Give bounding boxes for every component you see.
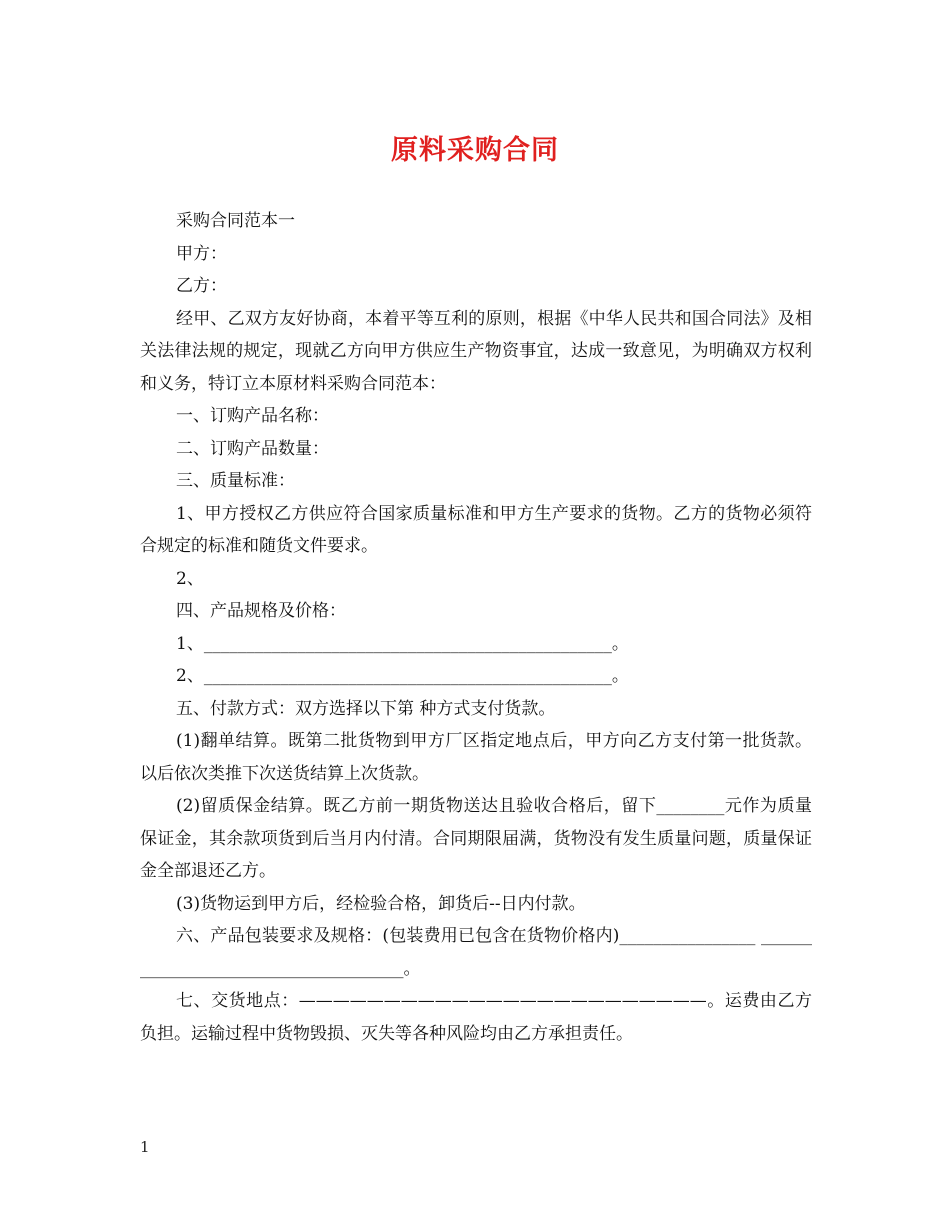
paragraph-delivery-location: 七、交货地点：————————————————————————。运费由乙方负担。运输过程中货物毁损、灭失等各种风险均由乙方承担责任。 xyxy=(140,991,812,1044)
paragraph-quality-item-2: 2、 xyxy=(176,568,204,589)
paragraph-party-b: 乙方： xyxy=(176,276,227,296)
paragraph-product-name: 一、订购产品名称： xyxy=(176,406,329,426)
paragraph-product-quantity: 二、订购产品数量： xyxy=(176,438,329,459)
paragraph-payment-option-3: (3)货物运到甲方后，经检验合格，卸货后--日内付款。 xyxy=(176,893,586,914)
paragraph-spec-item-2: 2、________________________________________________。 xyxy=(176,666,629,686)
document-body xyxy=(140,205,812,1050)
paragraph-spec-item-1: 1、________________________________________________。 xyxy=(176,633,629,654)
paragraph-spec-price: 四、产品规格及价格： xyxy=(176,601,346,621)
paragraph-payment-method: 五、付款方式：双方选择以下第 种方式支付货款。 xyxy=(176,698,556,719)
paragraph-payment-option-1: (1)翻单结算。既第二批货物到甲方厂区指定地点后，甲方向乙方支付第一批货款。以后依次类推下次送货结算上次货款。 xyxy=(140,731,812,784)
paragraph-packaging: 六、产品包装要求及规格：(包装费用已包含在货物价格内)________________ _____________________________________。 xyxy=(140,926,812,979)
page-number: 1 xyxy=(140,1138,150,1156)
paragraph-quality-item-1: 1、甲方授权乙方供应符合国家质量标准和甲方生产要求的货物。乙方的货物必须符合规定的标准和随货文件要求。 xyxy=(140,503,812,556)
document-title: 原料采购合同 xyxy=(391,135,559,166)
paragraph-template-label: 采购合同范本一 xyxy=(176,211,295,231)
paragraph-preamble: 经甲、乙双方友好协商，本着平等互利的原则，根据《中华人民共和国合同法》及相关法律法规的规定，现就乙方向甲方供应生产物资事宜，达成一致意见，为明确双方权利和义务，特订立本原材料采购合同范本： xyxy=(140,308,812,394)
paragraph-quality-standard: 三、质量标准： xyxy=(176,471,295,491)
paragraph-party-a: 甲方： xyxy=(176,243,227,264)
paragraph-payment-option-2: (2)留质保金结算。既乙方前一期货物送达且验收合格后，留下________元作为质量保证金，其余款项货到后当月内付清。合同期限届满，货物没有发生质量问题，质量保证金全部退还乙方。 xyxy=(140,796,812,881)
